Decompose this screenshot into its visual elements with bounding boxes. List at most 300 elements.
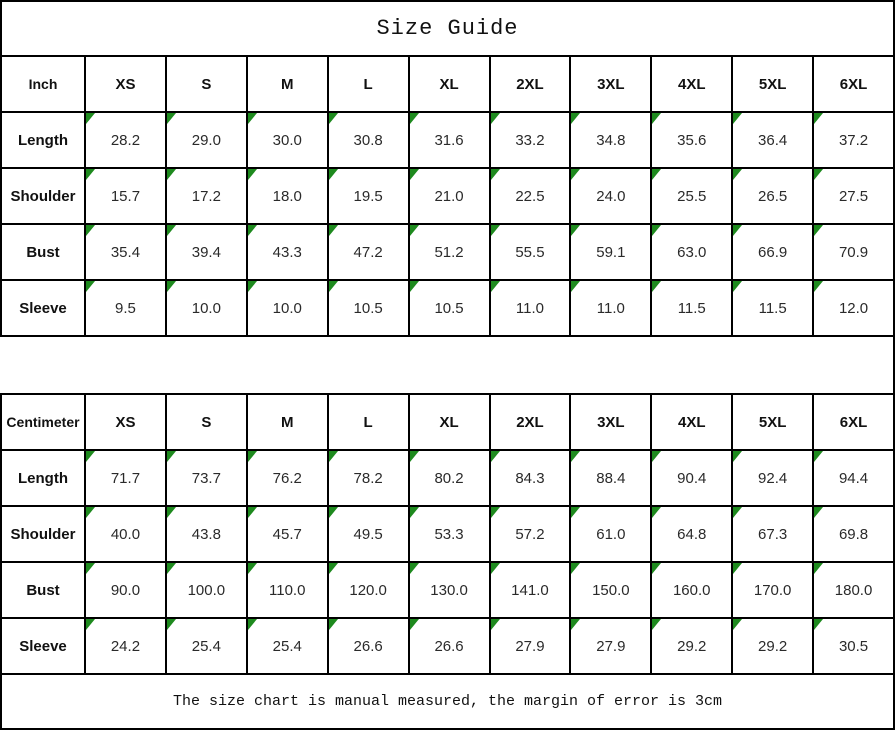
value-cell-text: 31.6 [434,131,464,149]
value-cell-text: 35.4 [110,243,141,261]
value-cell [814,225,895,281]
value-cell-text: 30.0 [272,131,302,149]
value-cell-text: 25.5 [677,187,707,205]
value-cell [491,225,572,281]
green-corner-flag-icon [491,113,500,124]
centimeter-size-table [0,393,895,675]
green-corner-flag-icon [86,507,95,518]
value-cell-text: 55.5 [515,243,545,261]
green-corner-flag-icon [167,281,176,292]
green-corner-flag-icon [571,619,580,630]
green-corner-flag-icon [814,225,823,236]
value-cell [410,281,491,337]
size-header-cell-text: XL [439,75,459,93]
value-cell [329,113,410,169]
value-cell-text: 90.0 [110,581,141,599]
green-corner-flag-icon [86,563,95,574]
value-cell-text: 12.0 [838,299,869,317]
green-corner-flag-icon [814,169,823,180]
measure-label-cell-text: Sleeve [19,637,67,655]
green-corner-flag-icon [86,281,95,292]
value-cell [248,563,329,619]
value-cell-text: 63.0 [677,243,707,261]
value-cell-text: 67.3 [758,525,788,543]
value-cell [329,619,410,675]
green-corner-flag-icon [652,619,661,630]
green-corner-flag-icon [491,563,500,574]
value-cell [814,169,895,225]
size-header-cell [167,395,248,451]
green-corner-flag-icon [410,113,419,124]
measure-label-cell-text: Bust [26,243,60,261]
green-corner-flag-icon [571,113,580,124]
value-cell-text: 11.5 [677,299,706,317]
green-corner-flag-icon [652,113,661,124]
value-cell-text: 25.4 [272,637,302,655]
value-cell [571,619,652,675]
size-header-cell [814,395,895,451]
value-cell-text: 120.0 [349,581,387,599]
green-corner-flag-icon [86,113,95,124]
value-cell [329,563,410,619]
value-cell [167,619,248,675]
value-cell [86,225,167,281]
size-header-cell [167,57,248,113]
value-cell-text: 141.0 [511,581,549,599]
measure-label-cell [2,507,86,563]
value-cell [491,169,572,225]
value-cell [652,169,733,225]
measure-label-cell [2,169,86,225]
size-header-cell [491,395,572,451]
size-header-cell-text: 4XL [677,413,706,431]
green-corner-flag-icon [733,563,742,574]
size-header-cell [248,395,329,451]
green-corner-flag-icon [410,169,419,180]
value-cell [571,507,652,563]
measure-label-cell-text: Length [18,131,68,149]
measure-label-cell-text: Sleeve [19,299,67,317]
value-cell-text: 35.6 [677,131,707,149]
green-corner-flag-icon [248,451,257,462]
size-header-cell [329,395,410,451]
green-corner-flag-icon [814,451,823,462]
value-cell [86,563,167,619]
value-cell-text: 180.0 [834,581,873,599]
value-cell-text: 24.0 [596,187,626,205]
size-header-cell [86,57,167,113]
green-corner-flag-icon [86,451,95,462]
value-cell-text: 66.9 [758,243,788,261]
value-cell [652,563,733,619]
size-header-cell [733,395,814,451]
green-corner-flag-icon [86,225,95,236]
value-cell [167,451,248,507]
value-cell [814,281,895,337]
inch-size-table [0,57,895,337]
green-corner-flag-icon [167,507,176,518]
value-cell [167,563,248,619]
value-cell-text: 33.2 [515,131,545,149]
green-corner-flag-icon [652,507,661,518]
value-cell-text: 24.2 [110,637,141,655]
green-corner-flag-icon [491,507,500,518]
size-header-cell-text: 6XL [839,75,868,93]
value-cell [248,619,329,675]
size-header-cell [571,395,652,451]
size-header-cell-text: 6XL [839,413,868,431]
green-corner-flag-icon [329,113,338,124]
value-cell-text: 51.2 [434,243,464,261]
size-header-cell-text: 5XL [758,413,787,431]
size-header-cell-text: L [363,75,373,93]
value-cell [329,169,410,225]
value-cell [571,563,652,619]
value-cell-text: 36.4 [758,131,788,149]
value-cell [86,507,167,563]
value-cell-text: 76.2 [272,469,302,487]
value-cell-text: 61.0 [596,525,626,543]
value-cell [248,507,329,563]
value-cell [571,281,652,337]
value-cell-text: 80.2 [434,469,464,487]
size-header-cell [733,57,814,113]
value-cell [652,225,733,281]
value-cell [86,169,167,225]
value-cell [167,169,248,225]
green-corner-flag-icon [167,451,176,462]
size-header-cell-text: L [363,413,373,431]
value-cell-text: 30.5 [838,637,869,655]
value-cell [652,451,733,507]
value-cell [733,507,814,563]
value-cell [491,281,572,337]
value-cell [86,619,167,675]
size-header-cell [652,57,733,113]
value-cell-text: 45.7 [272,525,302,543]
footer-note: The size chart is manual measured, the margin of error is 3cm [0,675,895,730]
value-cell [733,619,814,675]
green-corner-flag-icon [814,619,823,630]
value-cell [733,563,814,619]
value-cell-text: 21.0 [434,187,464,205]
value-cell [248,169,329,225]
value-cell [652,619,733,675]
value-cell [329,225,410,281]
value-cell-text: 11.0 [515,299,544,317]
value-cell-text: 28.2 [110,131,141,149]
value-cell-text: 26.6 [434,637,464,655]
value-cell-text: 19.5 [353,187,383,205]
green-corner-flag-icon [410,507,419,518]
green-corner-flag-icon [491,225,500,236]
green-corner-flag-icon [410,619,419,630]
value-cell-text: 27.9 [596,637,626,655]
value-cell [571,169,652,225]
green-corner-flag-icon [167,225,176,236]
value-cell [86,281,167,337]
green-corner-flag-icon [329,619,338,630]
green-corner-flag-icon [733,507,742,518]
green-corner-flag-icon [329,169,338,180]
green-corner-flag-icon [329,281,338,292]
value-cell [248,113,329,169]
measure-label-cell-text: Length [18,469,68,487]
value-cell-text: 26.6 [353,637,383,655]
value-cell-text: 160.0 [672,581,711,599]
value-cell [167,113,248,169]
value-cell-text: 18.0 [272,187,302,205]
green-corner-flag-icon [86,169,95,180]
measure-label-cell [2,619,86,675]
value-cell-text: 29.2 [758,637,788,655]
value-cell-text: 92.4 [758,469,788,487]
value-cell-text: 25.4 [191,637,221,655]
size-header-cell [329,57,410,113]
size-header-cell [410,395,491,451]
green-corner-flag-icon [248,507,257,518]
value-cell [329,451,410,507]
value-cell [814,113,895,169]
green-corner-flag-icon [167,113,176,124]
value-cell [733,225,814,281]
green-corner-flag-icon [167,563,176,574]
value-cell-text: 69.8 [838,525,869,543]
size-header-cell [814,57,895,113]
value-cell-text: 43.3 [272,243,302,261]
size-header-cell-text: 5XL [758,75,787,93]
value-cell-text: 10.5 [353,299,383,317]
size-header-cell [86,395,167,451]
value-cell [410,113,491,169]
value-cell-text: 26.5 [758,187,788,205]
size-header-cell-text: 2XL [516,413,544,431]
value-cell [410,507,491,563]
green-corner-flag-icon [814,507,823,518]
value-cell [329,507,410,563]
value-cell-text: 22.5 [515,187,545,205]
measure-label-cell-text: Shoulder [10,525,76,543]
value-cell-text: 10.0 [272,299,302,317]
value-cell-text: 90.4 [677,469,707,487]
measure-label-cell [2,563,86,619]
green-corner-flag-icon [410,451,419,462]
green-corner-flag-icon [329,563,338,574]
value-cell-text: 11.5 [758,299,787,317]
measure-label-cell [2,113,86,169]
value-cell [733,281,814,337]
value-cell-text: 10.0 [191,299,221,317]
value-cell [571,113,652,169]
size-header-cell-text: S [201,413,212,431]
value-cell [733,451,814,507]
value-cell [652,113,733,169]
value-cell-text: 40.0 [110,525,141,543]
green-corner-flag-icon [248,225,257,236]
unit-header-cell [2,395,86,451]
size-header-cell-text: XL [439,413,459,431]
value-cell [410,225,491,281]
green-corner-flag-icon [571,563,580,574]
size-header-cell [410,57,491,113]
green-corner-flag-icon [733,113,742,124]
value-cell [814,507,895,563]
value-cell [329,281,410,337]
value-cell-text: 59.1 [596,243,626,261]
measure-label-cell [2,225,86,281]
value-cell-text: 53.3 [434,525,464,543]
value-cell [410,563,491,619]
value-cell [571,225,652,281]
value-cell-text: 11.0 [596,299,625,317]
green-corner-flag-icon [571,225,580,236]
size-header-cell [491,57,572,113]
green-corner-flag-icon [814,281,823,292]
value-cell-text: 64.8 [677,525,707,543]
value-cell [491,619,572,675]
value-cell-text: 47.2 [353,243,383,261]
green-corner-flag-icon [652,451,661,462]
size-header-cell-text: 3XL [597,75,625,93]
value-cell [733,113,814,169]
green-corner-flag-icon [652,169,661,180]
size-header-cell [652,395,733,451]
measure-label-cell-text: Bust [26,581,60,599]
value-cell-text: 78.2 [353,469,383,487]
green-corner-flag-icon [248,563,257,574]
value-cell-text: 30.8 [353,131,383,149]
value-cell [652,281,733,337]
value-cell-text: 71.7 [110,469,141,487]
value-cell [652,507,733,563]
value-cell-text: 39.4 [191,243,221,261]
table-gap-spacer [0,337,895,393]
value-cell [248,281,329,337]
green-corner-flag-icon [814,113,823,124]
green-corner-flag-icon [733,225,742,236]
green-corner-flag-icon [329,507,338,518]
value-cell-text: 57.2 [515,525,545,543]
size-header-cell-text: M [280,75,294,93]
green-corner-flag-icon [491,169,500,180]
measure-label-cell [2,451,86,507]
green-corner-flag-icon [167,619,176,630]
green-corner-flag-icon [248,281,257,292]
measure-label-cell-text: Shoulder [10,187,76,205]
green-corner-flag-icon [571,451,580,462]
value-cell-text: 9.5 [115,299,136,317]
size-header-cell-text: 4XL [677,75,706,93]
size-header-cell-text: XS [115,413,136,431]
size-header-cell-text: XS [115,75,136,93]
green-corner-flag-icon [248,619,257,630]
green-corner-flag-icon [571,169,580,180]
value-cell [167,507,248,563]
green-corner-flag-icon [410,563,419,574]
value-cell-text: 130.0 [430,581,468,599]
value-cell [491,113,572,169]
value-cell [86,113,167,169]
green-corner-flag-icon [167,169,176,180]
green-corner-flag-icon [491,281,500,292]
green-corner-flag-icon [571,507,580,518]
value-cell-text: 34.8 [596,131,626,149]
green-corner-flag-icon [410,281,419,292]
unit-header-cell [2,57,86,113]
value-cell-text: 70.9 [838,243,869,261]
value-cell-text: 27.5 [838,187,869,205]
value-cell-text: 73.7 [191,469,221,487]
value-cell [248,451,329,507]
green-corner-flag-icon [329,451,338,462]
green-corner-flag-icon [410,225,419,236]
value-cell [814,619,895,675]
value-cell [86,451,167,507]
value-cell-text: 84.3 [515,469,545,487]
value-cell-text: 17.2 [191,187,221,205]
green-corner-flag-icon [248,113,257,124]
value-cell-text: 29.2 [677,637,707,655]
size-header-cell-text: 2XL [516,75,544,93]
value-cell-text: 170.0 [753,581,792,599]
value-cell-text: 150.0 [592,581,630,599]
value-cell [491,563,572,619]
value-cell-text: 29.0 [191,131,221,149]
value-cell-text: 27.9 [515,637,545,655]
value-cell [814,563,895,619]
value-cell [491,507,572,563]
green-corner-flag-icon [491,619,500,630]
value-cell-text: 37.2 [838,131,869,149]
measure-label-cell [2,281,86,337]
value-cell-text: 94.4 [838,469,869,487]
value-cell [410,451,491,507]
value-cell-text: 100.0 [187,581,226,599]
unit-header-cell-text: Inch [28,76,58,92]
value-cell [248,225,329,281]
value-cell [167,225,248,281]
green-corner-flag-icon [491,451,500,462]
value-cell-text: 43.8 [191,525,221,543]
size-header-cell [248,57,329,113]
value-cell-text: 10.5 [434,299,464,317]
value-cell [733,169,814,225]
value-cell [814,451,895,507]
value-cell-text: 88.4 [596,469,626,487]
page-title: Size Guide [0,0,895,57]
size-header-cell-text: M [280,413,294,431]
green-corner-flag-icon [652,225,661,236]
green-corner-flag-icon [571,281,580,292]
value-cell [167,281,248,337]
green-corner-flag-icon [329,225,338,236]
green-corner-flag-icon [652,281,661,292]
green-corner-flag-icon [733,281,742,292]
green-corner-flag-icon [733,619,742,630]
value-cell [571,451,652,507]
value-cell-text: 49.5 [353,525,383,543]
unit-header-cell-text: Centimeter [6,414,80,430]
green-corner-flag-icon [733,169,742,180]
size-header-cell [571,57,652,113]
size-header-cell-text: S [201,75,212,93]
green-corner-flag-icon [248,169,257,180]
value-cell [410,169,491,225]
size-header-cell-text: 3XL [597,413,625,431]
green-corner-flag-icon [652,563,661,574]
value-cell [491,451,572,507]
value-cell-text: 15.7 [110,187,141,205]
